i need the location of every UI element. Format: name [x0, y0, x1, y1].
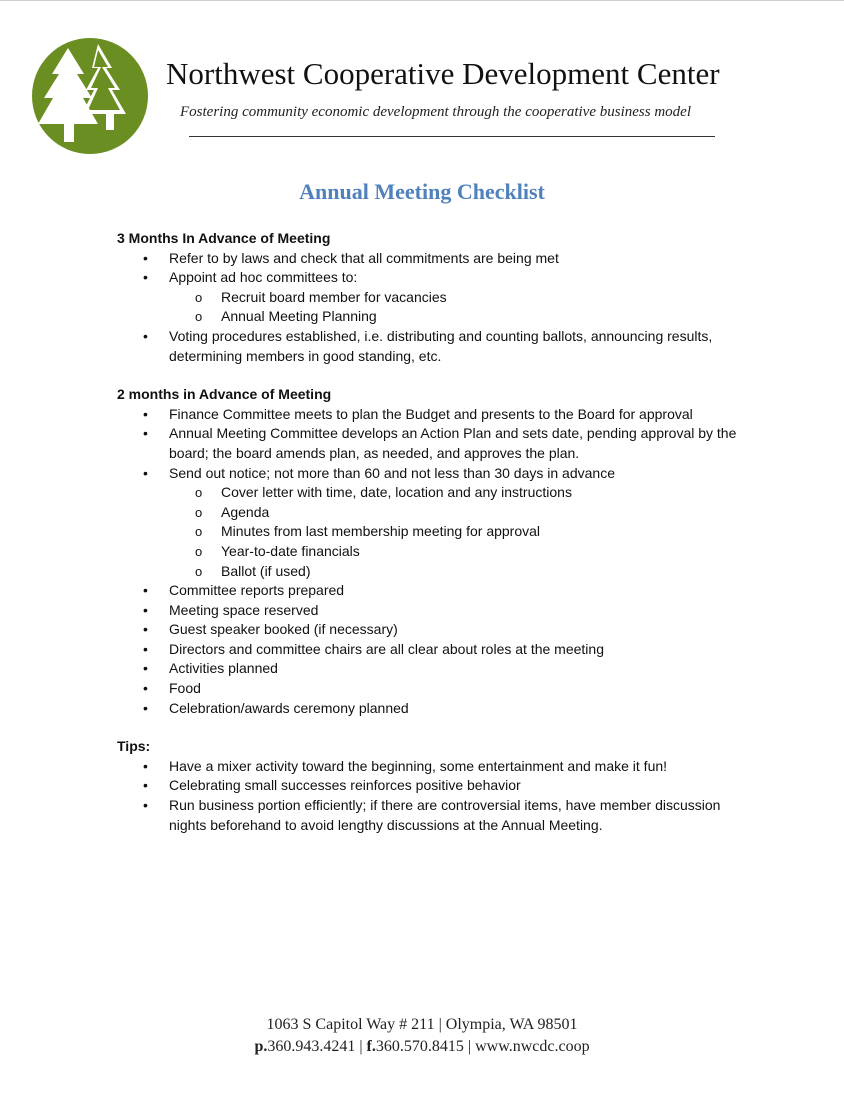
checklist-item: • Finance Committee meets to plan the Budget and presents to the Board for approval — [117, 405, 757, 425]
page-top-border — [0, 0, 844, 1]
checklist-item: • Directors and committee chairs are all clear about roles at the meeting — [117, 640, 757, 660]
checklist-item-text: Send out notice; not more than 60 and not less than 30 days in advance — [169, 464, 615, 481]
section-title: 3 Months In Advance of Meeting — [117, 230, 331, 246]
checklist-item: • Food — [117, 679, 757, 699]
footer-fax: 360.570.8415 — [375, 1038, 464, 1055]
checklist-item-text: Appoint ad hoc committees to: — [169, 269, 358, 286]
section-3-months — [117, 229, 757, 366]
checklist-item — [117, 464, 757, 582]
organization-tagline: Fostering community economic development through the cooperative business model — [180, 104, 691, 120]
section-2-months — [117, 385, 757, 718]
checklist-item: • Annual Meeting Committee develops an Action Plan and sets date, pending approval by the board; the board amends plan, as needed, and approves the plan. — [117, 424, 757, 463]
phone-label: p. — [254, 1038, 268, 1055]
checklist-subitem: o Agenda — [169, 503, 757, 523]
checklist-subitem: o Year-to-date financials — [169, 542, 757, 562]
footer-address: 1063 S Capitol Way # 211 — [266, 1016, 435, 1033]
section-tips — [117, 737, 757, 835]
section-title: Tips: — [117, 738, 151, 755]
tip-item: • Have a mixer activity toward the beginning, some entertainment and make it fun! — [117, 757, 757, 777]
checklist-subitem: o Ballot (if used) — [169, 562, 757, 582]
checklist-item — [117, 268, 757, 327]
tip-item: • Run business portion efficiently; if there are controversial items, have member discussion nights beforehand to avoid lengthy discussions at the Annual Meeting. — [117, 796, 757, 835]
footer-website[interactable]: www.nwcdc.coop — [475, 1038, 590, 1055]
checklist-subitem: o Cover letter with time, date, location and any instructions — [169, 483, 757, 503]
page-title: Annual Meeting Checklist — [299, 179, 545, 204]
checklist-item: • Meeting space reserved — [117, 601, 757, 621]
checklist-subitem: o Annual Meeting Planning — [169, 307, 757, 327]
tip-item: • Celebrating small successes reinforces positive behavior — [117, 776, 757, 796]
footer — [0, 1014, 844, 1058]
organization-name: Northwest Cooperative Development Center — [166, 56, 720, 91]
footer-phone: 360.943.4241 — [267, 1038, 356, 1055]
checklist-content — [117, 229, 757, 835]
tree-logo-icon — [28, 34, 152, 158]
checklist-item: • Celebration/awards ceremony planned — [117, 699, 757, 719]
footer-city: Olympia, WA 98501 — [445, 1016, 578, 1033]
footer-contact-line: p.360.943.4241 | f.360.570.8415 | www.nwcdc.coop — [254, 1038, 590, 1055]
section-title: 2 months in Advance of Meeting — [117, 386, 332, 403]
checklist-subitem: o Recruit board member for vacancies — [169, 288, 757, 308]
checklist-item: • Committee reports prepared — [117, 581, 757, 601]
checklist-item: • Voting procedures established, i.e. distributing and counting ballots, announcing results, determining members in good standing, etc. — [117, 327, 757, 366]
checklist-item: • Refer to by laws and check that all commitments are being met — [117, 249, 757, 269]
checklist-item: • Guest speaker booked (if necessary) — [117, 620, 757, 640]
fax-label: f. — [366, 1038, 376, 1055]
header-divider — [189, 136, 715, 137]
footer-address-line: 1063 S Capitol Way # 211 | Olympia, WA 98501 — [266, 1016, 578, 1033]
checklist-item: • Activities planned — [117, 659, 757, 679]
checklist-subitem: o Minutes from last membership meeting for approval — [169, 522, 757, 542]
